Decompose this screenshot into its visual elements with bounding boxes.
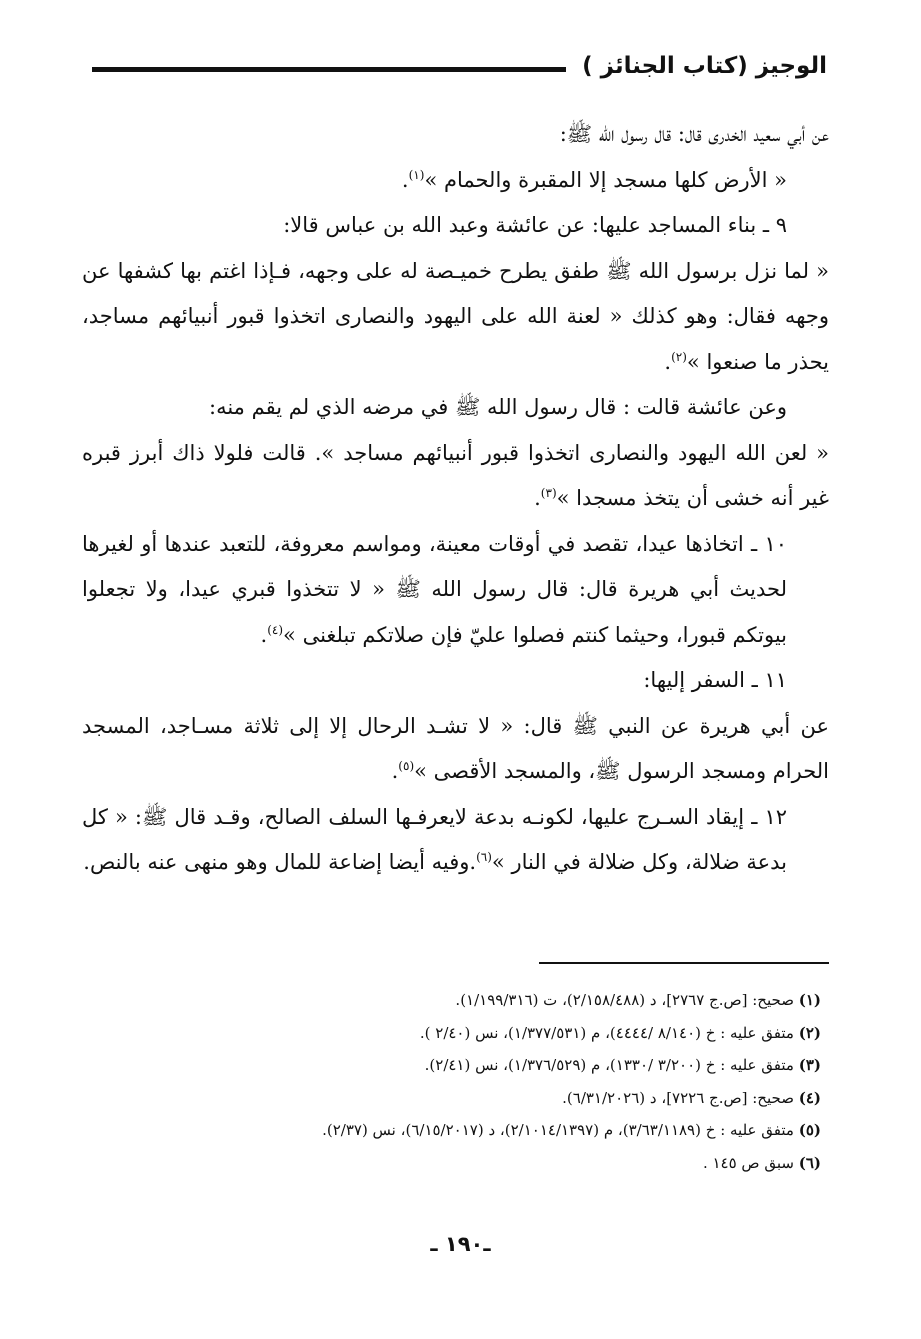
running-title: الوجيز (كتاب الجنائز ) — [582, 53, 827, 79]
paragraph-4-text: « لما نزل برسول الله ﷺ طفق يطرح خميـصة له على وجهه، فـإذا اغتم بها كشفها عن وجهه فقال: وهو كذلك « لعنة الله على اليهود والنصارى اتخذوا قبور أنبيائهم مساجد، يحذر ما صنعوا » — [82, 258, 829, 374]
footnote-ref-5[interactable]: (٥) — [398, 759, 415, 773]
paragraph-1-text: عن أبي سعيد الخدرى قال: قال رسول الله ﷺ: — [559, 122, 829, 146]
paragraph-4 — [82, 249, 829, 386]
footnote-text: صحيح: [ص.ج ٢٧٦٧]، د (٢/١٥٨/٤٨٨)، ت (١/١٩٩/٣١٦). — [455, 991, 794, 1009]
footnote-3 — [82, 1049, 821, 1082]
paragraph-5-text: وعن عائشة قالت : قال رسول الله ﷺ في مرضه الذي لم يقم منه: — [209, 395, 787, 419]
footnote-6 — [82, 1147, 821, 1180]
paragraph-2 — [82, 158, 829, 204]
footnote-number: (١) — [798, 991, 821, 1009]
paragraph-10-text: ١٢ ـ إيقاد السـرج عليها، لكونـه بدعة لايعرفـها السلف الصالح، وقـد قال ﷺ: « كل بدعة ضلالة، وكل ضلالة في النار » — [82, 804, 787, 874]
header-rule — [92, 67, 566, 72]
footnote-1 — [82, 984, 821, 1017]
footnote-2 — [82, 1017, 821, 1050]
footnote-ref-1[interactable]: (١) — [408, 167, 425, 182]
footnote-number: (٥) — [798, 1121, 821, 1139]
paragraph-6-end: . — [534, 486, 541, 510]
footnote-5 — [82, 1114, 821, 1147]
footnote-text: صحيح: [ص.ج ٧٢٢٦]، د (٦/٣١/٢٠٢٦). — [562, 1088, 794, 1107]
paragraph-10-end: .وفيه أيضا إضاعة للمال وهو منهى عنه بالنص. — [83, 850, 477, 874]
paragraph-6-text: « لعن الله اليهود والنصارى اتخذوا قبور أنبيائهم مساجد ». قالت فلولا ذاك أبرز قبره غير أنه خشى أن يتخذ مسجدا » — [82, 440, 829, 510]
paragraph-4-end: . — [664, 349, 672, 374]
paragraph-5 — [82, 385, 829, 431]
page-number: ـ١٩٠ ـ — [430, 1232, 491, 1256]
footnote-number: (٣) — [798, 1056, 821, 1074]
footnote-number: (٦) — [798, 1153, 821, 1172]
paragraph-9 — [82, 704, 829, 795]
paragraph-1 — [82, 112, 829, 158]
paragraph-7-end: . — [260, 622, 268, 647]
footnote-text: سبق ص ١٤٥ . — [702, 1153, 794, 1172]
body-text — [82, 112, 829, 886]
paragraph-3-text: ٩ ـ بناء المساجد عليها: عن عائشة وعبد الله بن عباس قالا: — [283, 213, 787, 237]
footnote-ref-6[interactable]: (٦) — [476, 850, 492, 864]
footnote-text: متفق عليه : خ (٣/٦٣/١١٨٩)، م (٢/١٠١٤/١٣٩٧)، د (٦/١٥/٢٠١٧)، نس (٢/٣٧). — [322, 1121, 794, 1139]
paragraph-3 — [82, 203, 829, 249]
paragraph-2-end: . — [401, 167, 409, 192]
footnote-text: متفق عليه : خ (٨/١٤٠ /٤٤٤٤)، م (١/٣٧٧/٥٣١)، نس (٢/٤٠ ). — [419, 1023, 794, 1042]
footnote-number: (٢) — [798, 1023, 821, 1042]
paragraph-8 — [82, 658, 829, 704]
paragraph-10 — [82, 795, 829, 886]
paragraph-2-text: « الأرض كلها مسجد إلا المقبرة والحمام » — [424, 167, 787, 192]
paragraph-9-text: عن أبي هريرة عن النبي ﷺ قال: « لا تشـد الرحال إلا إلى ثلاثة مسـاجد، المسجد الحرام ومسجد الرسول ﷺ، والمسجد الأقصى » — [82, 713, 829, 783]
running-header — [92, 44, 827, 88]
footnotes — [82, 984, 821, 1179]
paragraph-7 — [82, 522, 829, 659]
footnote-ref-3[interactable]: (٣) — [540, 486, 557, 500]
footnote-ref-2[interactable]: (٢) — [671, 349, 687, 364]
footnote-number: (٤) — [798, 1088, 821, 1107]
footnote-ref-4[interactable]: (٤) — [267, 622, 284, 637]
paragraph-6 — [82, 431, 829, 522]
footnote-divider — [539, 962, 829, 964]
footnote-4 — [82, 1082, 821, 1115]
paragraph-8-text: ١١ ـ السفر إليها: — [643, 668, 787, 692]
paragraph-9-end: . — [391, 759, 399, 783]
paragraph-7-text: ١٠ ـ اتخاذها عيدا، تقصد في أوقات معينة، ومواسم معروفة، للتعبد عندها أو لغيرها لحديث أبي هريرة قال: قال رسول الله ﷺ « لا تتخذوا قبري عيدا، ولا تجعلوا بيوتكم قبورا، وحيثما كنتم فصلوا عليّ فإن صلاتكم تبلغنى » — [82, 531, 787, 647]
footnote-text: متفق عليه : خ (٣/٢٠٠ /١٣٣٠)، م (١/٣٧٦/٥٢٩)، نس (٢/٤١). — [424, 1056, 794, 1074]
